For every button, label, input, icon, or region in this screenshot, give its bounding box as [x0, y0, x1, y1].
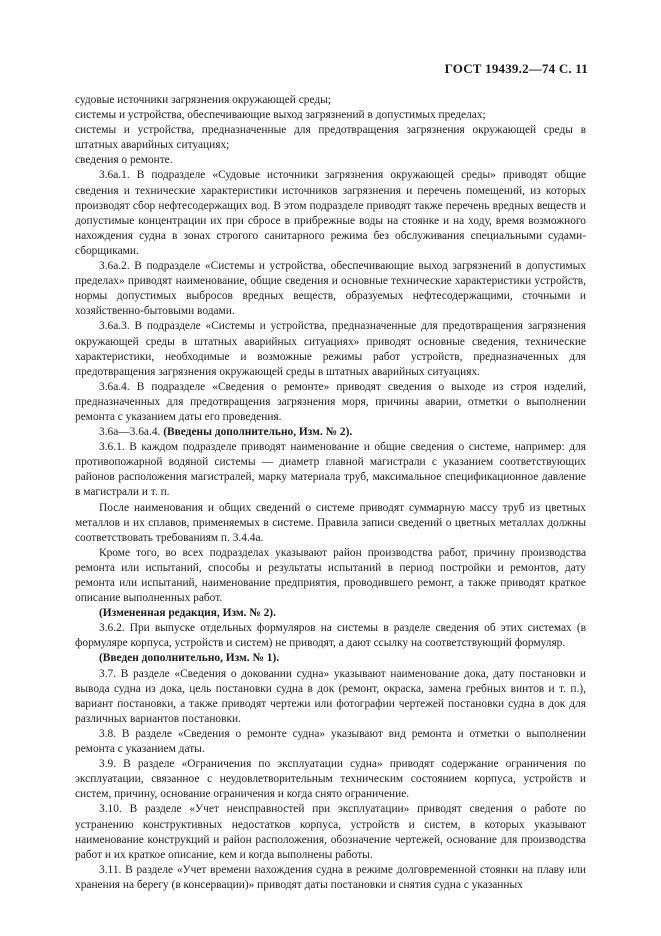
paragraph [75, 123, 586, 153]
paragraph [75, 621, 586, 651]
paragraph-text: Кроме того, во всех подразделах указывают район производства работ, причину производства ремонта или испытаний, способы и результаты испытаний в период постройки и ремонтов, дату ремонта или испытаний, наименование предприятия, проводившего ремонт, а также приводят краткое описание выполненных работ. [75, 546, 586, 605]
paragraph [75, 168, 586, 259]
page-header: ГОСТ 19439.2—74 С. 11 [444, 61, 588, 76]
paragraph [75, 108, 586, 123]
paragraph-text: 3.9. В разделе «Ограничения по эксплуатации судна» приводят содержание ограничения по эксплуатации, связанное с неудовлетворительным техническим состоянием корпуса, устройств и систем, причину, основание ограничения и когда снято ограничение. [75, 758, 586, 801]
paragraph [75, 153, 586, 168]
paragraph [75, 802, 586, 862]
paragraph [75, 727, 586, 757]
paragraph [75, 863, 586, 893]
paragraph-text: системы и устройства, предназначенные для предотвращения загрязнения окружающей среды в штатных аварийных ситуациях; [75, 124, 586, 152]
paragraph-text: 3.6а.1. В подразделе «Судовые источники загрязнения окружающей среды» приводят общие сведения и технические характеристики источников загрязнения и перечень помещений, из которых производят сбор нефтесодержащих вод. В этом подразделе приводят также перечень вредных веществ и допустимые концентрации их при сбросе в прибрежные воды на стоянке и на ходу, время возможного нахождения судна в зонах строгого санитарного режима без обслуживания специальными судами-сборщиками. [75, 169, 586, 257]
paragraph [75, 319, 586, 379]
paragraph-text: 3.6а—3.6а.4. [99, 426, 161, 439]
paragraph-text: 3.11. В разделе «Учет времени нахождения судна в режиме долговременной стоянки на плаву или хранения на берегу (в консервации)» приводят даты постановки и снятия судна с указанных [75, 863, 586, 891]
paragraph-text: (Измененная редакция, Изм. № 2). [99, 607, 276, 620]
amendment-note: (Введены дополнительно, Изм. № 2). [163, 426, 353, 439]
paragraph [75, 546, 586, 606]
paragraph-text: 3.8. В разделе «Сведения о ремонте судна» указывают вид ремонта и отметки о выполнении ремонта с указанием даты. [75, 727, 586, 756]
paragraph-text: судовые источники загрязнения окружающей среды; [75, 94, 331, 106]
paragraph-text: 3.6а.2. В подразделе «Системы и устройства, обеспечивающие выход загрязнений в допустимых пределах» приводят наименование, общие сведения и основные технические характеристики устройств, нормы допустимых выбросов вредных веществ, образуемых нефтесодержащими, сточными и хозяйственно-бытовыми водами. [75, 260, 586, 318]
paragraph [75, 757, 586, 802]
paragraph [75, 380, 586, 425]
paragraph-text: 3.10. В разделе «Учет неисправностей при эксплуатации» приводят сведения о работе по устранению конструктивных недостатков корпуса, устройств и систем, в которых указывают наименование конструкций и район расположения, обозначение чертежей, основание для производства работ и их краткое описание, кем и когда выполнены работы. [75, 803, 586, 861]
paragraph [75, 667, 586, 727]
paragraph-text: 3.6а.4. В подразделе «Сведения о ремонте» приводят сведения о выходе из строя изделий, предназначенных для предотвращения загрязнения моря, причины аварии, отметки о выполнении ремонта с указанием даты его проведения. [75, 380, 586, 423]
paragraph [75, 440, 586, 500]
paragraph-text: 3.6.2. При выпуске отдельных формуляров на системы в разделе сведения об этих системах (в формуляре корпуса, устройств и систем) не приводят, а дают ссылку на соответствующий формуляр. [75, 622, 586, 650]
page-body [75, 93, 586, 893]
paragraph-text: (Введен дополнительно, Изм. № 1). [99, 652, 280, 665]
amendment-note [75, 651, 586, 666]
paragraph-text: сведения о ремонте. [75, 154, 173, 167]
paragraph-text: 3.6а.3. В подразделе «Системы и устройства, предназначенные для предотвращения загрязнения окружающей среды в штатных аварийных ситуациях» приводят основные сведения, технические характеристики, необходимые и возможные режимы работ устройств, предназначенных для предотвращения загрязнения окружающей среды в штатных аварийных ситуациях. [75, 320, 586, 378]
amendment-note [75, 606, 586, 621]
paragraph [75, 93, 586, 108]
paragraph [75, 425, 586, 440]
paragraph-text: системы и устройства, обеспечивающие выход загрязнений в допустимых пределах; [75, 109, 486, 122]
paragraph-text: После наименования и общих сведений о системе приводят суммарную массу труб из цветных металлов и их сплавов, применяемых в системе. Правила записи сведений о цветных металлах должны соответствовать требованиям п. 3.4.4а. [75, 501, 586, 544]
paragraph-text: 3.6.1. В каждом подразделе приводят наименование и общие сведения о системе, например: для противопожарной водяной системы — диаметр главной магистрали с указанием соответствующих районов расположения магистралей, марку материала труб, максимальное спецификационное давление в магистрали и т. п. [75, 441, 586, 499]
paragraph [75, 259, 586, 319]
paragraph [75, 501, 586, 546]
paragraph-text: 3.7. В разделе «Сведения о доковании судна» указывают наименование дока, дату постановки и вывода судна из дока, цель постановки судна в док (ремонт, окраска, замена гребных винтов и т. п.), вариант постановки, а также приводят чертежи или фотографии чертежей постановки судна в док для различных вариантов постановки. [75, 667, 586, 725]
